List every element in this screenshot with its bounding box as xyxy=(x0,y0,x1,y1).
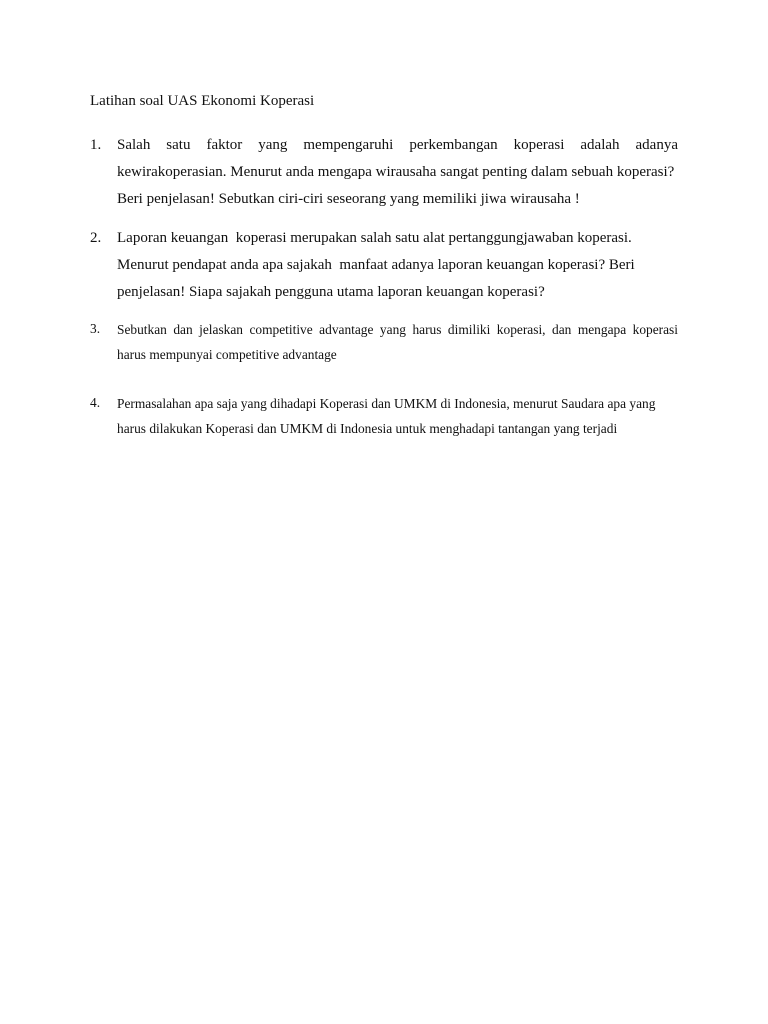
question-number-4: 4. xyxy=(90,395,101,410)
question-text-4 xyxy=(117,391,678,441)
question-number-1: 1. xyxy=(90,137,102,153)
question-4-line-1: Permasalahan apa saja yang dihadapi Koperasi dan UMKM di Indonesia, menurut Saudara apa yang xyxy=(117,396,656,411)
question-number-2: 2. xyxy=(90,230,102,246)
question-text-3 xyxy=(117,317,678,367)
question-2-line-3: penjelasan! Siapa sajakah pengguna utama laporan keuangan koperasi? xyxy=(117,284,545,300)
question-1-line-2: kewirakoperasian. Menurut anda mengapa wirausaha sangat penting dalam sebuah koperasi? xyxy=(117,164,675,180)
question-3-line-2: harus mempunyai competitive advantage xyxy=(117,347,337,362)
document-title: Latihan soal UAS Ekonomi Koperasi xyxy=(90,93,315,109)
question-1-line-3: Beri penjelasan! Sebutkan ciri-ciri seseorang yang memiliki jiwa wirausaha ! xyxy=(117,191,580,207)
question-4-line-2: harus dilakukan Koperasi dan UMKM di Indonesia untuk menghadapi tantangan yang terjadi xyxy=(117,421,618,436)
question-number-3: 3. xyxy=(90,321,101,336)
question-1-line-1: Salah satu faktor yang mempengaruhi perkembangan koperasi adalah adanya xyxy=(117,137,678,153)
question-text-2 xyxy=(117,225,647,306)
question-text-1 xyxy=(117,132,678,213)
question-3-line-1: Sebutkan dan jelaskan competitive advantage yang harus dimiliki koperasi, dan mengapa koperasi xyxy=(117,322,678,337)
question-2-line-1: Laporan keuangan koperasi merupakan salah satu alat pertanggungjawaban koperasi. xyxy=(117,230,632,246)
question-2-line-2: Menurut pendapat anda apa sajakah manfaat adanya laporan keuangan koperasi? Beri xyxy=(117,257,635,273)
